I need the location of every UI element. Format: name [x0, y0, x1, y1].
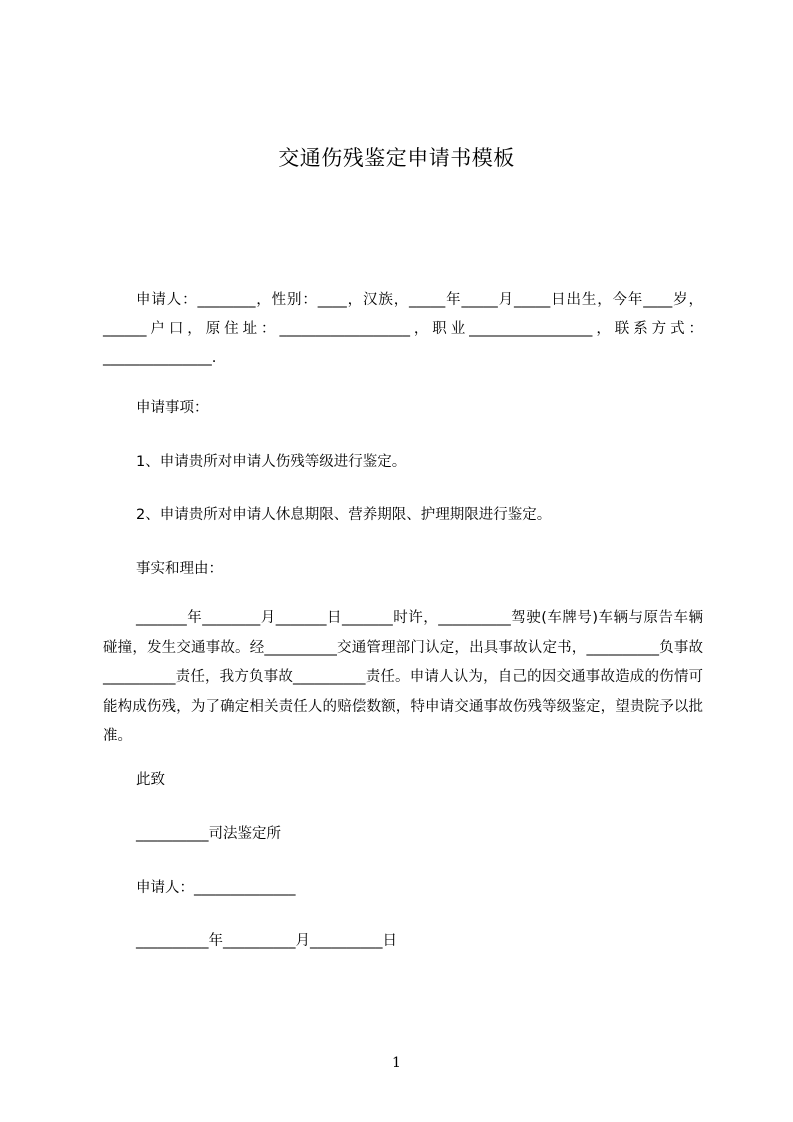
- request-items-heading: 申请事项：: [136, 400, 209, 416]
- request-item-2: 2、申请贵所对申请人休息期限、营养期限、护理期限进行鉴定。: [136, 507, 552, 523]
- request-item-1: 1、申请贵所对申请人伤残等级进行鉴定。: [136, 454, 407, 470]
- closing-greeting: 此致: [136, 772, 165, 788]
- facts-heading: 事实和理由：: [136, 561, 223, 577]
- date-line: __________年__________月__________日: [136, 933, 397, 949]
- facts-paragraph: _______年________月_______日_______时许，__________驾驶(车牌号)车辆与原告车辆碰撞，发生交通事故。经__________交通管理部门认定，出具事故认定书，__________负事故__________责任，我方负事故__________责任。申请人认为，自己的因交通事故造成的伤情可能构成伤残，为了确定相关责任人的赔偿数额，特申请交通事故伤残等级鉴定，望贵院予以批准。: [103, 610, 703, 744]
- document-title: 交通伤残鉴定申请书模板: [278, 146, 515, 170]
- applicant-signature-line: 申请人：______________: [136, 880, 296, 896]
- recipient-institution: __________司法鉴定所: [136, 826, 281, 842]
- page-number: 1: [392, 1055, 401, 1071]
- applicant-info-paragraph: 申请人：________，性别：____，汉族，_____年_____月_____日出生，今年____岁，______户口，原住址：__________________，职业_________________，联系方式：_______________.: [103, 292, 703, 366]
